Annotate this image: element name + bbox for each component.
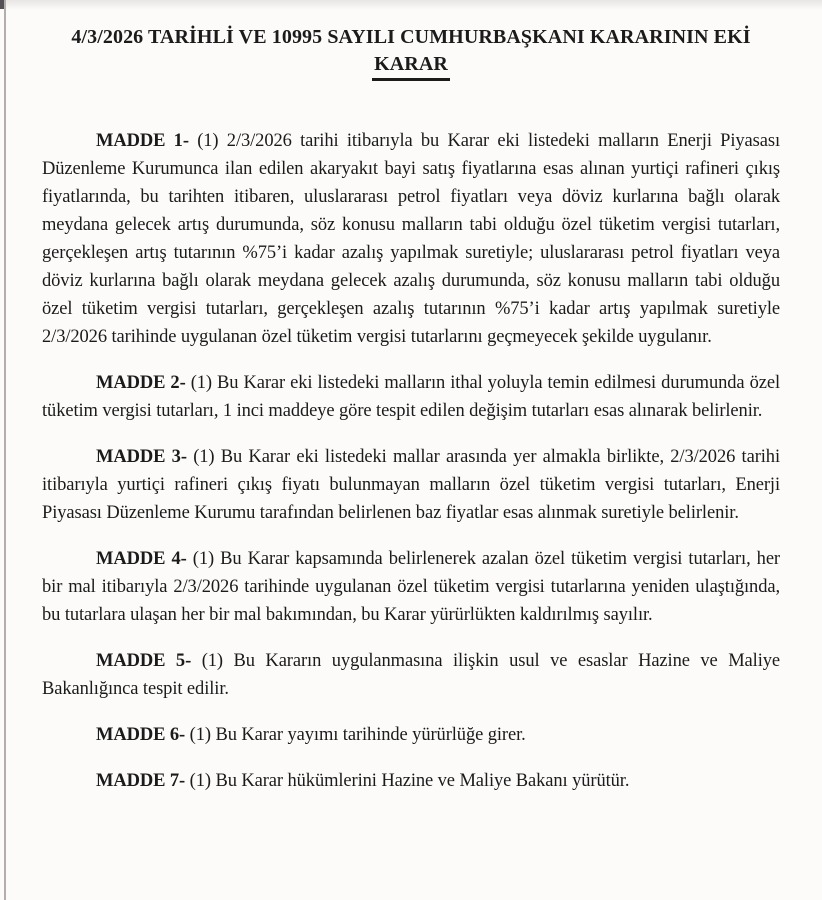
article-7-label: MADDE 7-	[96, 771, 186, 791]
decree-document	[42, 24, 780, 795]
article-5-label: MADDE 5-	[96, 651, 192, 671]
article-2-label: MADDE 2-	[96, 373, 186, 393]
document-title	[42, 24, 780, 81]
article-4-text: (1) Bu Karar kapsamında belirlenerek azalan özel tüketim vergisi tutarları, her bir mal itibarıyla 2/3/2026 tarihinde uygulanan özel tüketim vergisi tutarlarına yeniden ulaştığında, bu tutarlara ulaşan her bir mal bakımından, bu Karar yürürlükten kaldırılmış sayılır.	[42, 549, 780, 625]
article-madde-2	[42, 369, 780, 425]
article-6-label: MADDE 6-	[96, 725, 186, 745]
article-3-label: MADDE 3-	[96, 447, 187, 467]
title-line-2: KARAR	[372, 51, 450, 81]
article-madde-5	[42, 647, 780, 703]
article-1-label: MADDE 1-	[96, 131, 189, 151]
article-madde-1	[42, 127, 780, 351]
article-7-text: (1) Bu Karar hükümlerini Hazine ve Maliye Bakanı yürütür.	[189, 771, 630, 791]
article-2-text: (1) Bu Karar eki listedeki malların ithal yoluyla temin edilmesi durumunda özel tüketim vergisi tutarları, 1 inci maddeye göre tespit edilen değişim tutarları esas alınarak belirlenir.	[42, 373, 780, 421]
article-6-text: (1) Bu Karar yayımı tarihinde yürürlüğe girer.	[189, 725, 526, 745]
article-3-text: (1) Bu Karar eki listedeki mallar arasında yer almakla birlikte, 2/3/2026 tarihi itibarıyla yurtiçi rafineri çıkış fiyatı bulunmayan malların özel tüketim vergisi tutarları, Enerji Piyasası Düzenleme Kurumu tarafından belirlenen baz fiyatlar esas alınmak suretiyle belirlenir.	[42, 447, 780, 523]
title-line-1: 4/3/2026 TARİHLİ VE 10995 SAYILI CUMHURBAŞKANI KARARININ EKİ	[71, 26, 751, 48]
article-5-text: (1) Bu Kararın uygulanmasına ilişkin usul ve esaslar Hazine ve Maliye Bakanlığınca tespit edilir.	[42, 651, 780, 699]
article-madde-6	[42, 721, 780, 749]
document-body	[42, 127, 780, 795]
article-madde-7	[42, 767, 780, 795]
article-1-text: (1) 2/3/2026 tarihi itibarıyla bu Karar eki listedeki malların Enerji Piyasası Düzenleme Kurumunca ilan edilen akaryakıt bayi satış fiyatlarına esas alınan yurtiçi rafineri çıkış fiyatlarında, bu tarihten itibaren, uluslararası petrol fiyatları veya döviz kurlarına bağlı olarak meydana gelecek artış durumunda, söz konusu malların tabi olduğu özel tüketim vergisi tutarları, gerçekleşen artış tutarının %75’i kadar azalış yapılmak suretiyle; uluslararası petrol fiyatları veya döviz kurlarına bağlı olarak meydana gelecek azalış durumunda, söz konusu malların tabi olduğu özel tüketim vergisi tutarları, gerçekleşen azalış tutarının %75’i kadar artış yapılmak suretiyle 2/3/2026 tarihinde uygulanan özel tüketim vergisi tutarlarını geçmeyecek şekilde uygulanır.	[42, 131, 781, 347]
scan-edge-line	[4, 0, 6, 900]
article-madde-3	[42, 443, 780, 527]
article-4-label: MADDE 4-	[96, 549, 187, 569]
article-madde-4	[42, 545, 780, 629]
